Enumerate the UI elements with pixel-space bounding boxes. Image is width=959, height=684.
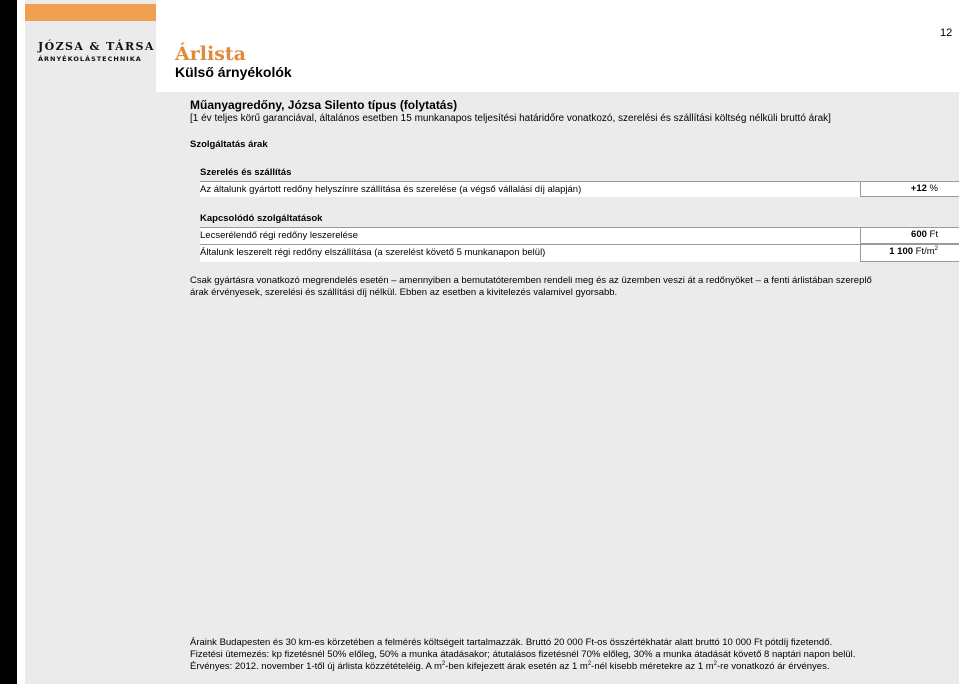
product-subtitle: [1 év teljes körű garanciával, általános esetben 15 munkanapos teljesítési határidőre vonatkozó, szerelési és szállítási költség nélküli bruttó árak] <box>190 113 831 124</box>
related-row-2-unit-sup: 2 <box>934 246 938 252</box>
product-title: Műanyagredőny, Józsa Silento típus (folytatás) <box>190 98 458 112</box>
install-row-unit: % <box>929 183 938 194</box>
footer-line-3-sup-1: 2 <box>441 661 446 667</box>
install-heading: Szerelés és szállítás <box>200 167 292 178</box>
page-number: 12 <box>940 27 953 39</box>
related-row-2-value: 1 100 <box>889 246 914 258</box>
related-row-1-label: Lecserélendő régi redőny leszerelése <box>200 230 358 241</box>
related-row-2-value-cell <box>860 244 959 262</box>
services-heading: Szolgáltatás árak <box>190 139 268 150</box>
related-row-2-label: Általunk leszerelt régi redőny elszállítása (a szerelést követő 5 munkanapon belül) <box>200 247 546 258</box>
related-row-2-unit: Ft/m <box>915 246 935 258</box>
footer-line-3-c: -nél kisebb méretekre az 1 m <box>591 661 714 673</box>
footer-line-3-a: Érvényes: 2012. november 1-től új árlista közzétételéig. A m <box>190 661 442 673</box>
install-row-value: +12 <box>910 183 927 194</box>
sidebar-column <box>25 0 156 684</box>
footer-line-3-sup-3: 2 <box>713 661 717 667</box>
footer-line-2: Fizetési ütemezés: kp fizetésnél 50% előleg, 50% a munka átadásakor; átutalásos fizetésnél 70% előleg, 30% a munka átadását követő 8 naptári napon belül. <box>190 649 856 660</box>
page-title: Árlista <box>175 43 246 65</box>
footer-line-3-b: -ben kifejezett árak esetén az 1 m <box>445 661 588 673</box>
footer-line-3-d: -re vonatkozó ár érvényes. <box>717 661 830 673</box>
footer-line-3-sup-2: 2 <box>587 661 592 667</box>
left-black-bar <box>0 0 17 684</box>
page-subtitle: Külső árnyékolók <box>175 64 292 80</box>
related-row-1-value: 600 <box>911 229 927 240</box>
install-row-label: Az általunk gyártott redőny helyszínre szállítása és szerelése (a végső vállalási díj alapján) <box>200 184 582 195</box>
related-heading: Kapcsolódó szolgáltatások <box>200 213 323 224</box>
related-row-1 <box>200 227 959 244</box>
related-row-1-unit: Ft <box>929 229 938 240</box>
footer-line-3 <box>190 661 829 672</box>
related-row-1-value-cell <box>860 227 959 244</box>
content-panel <box>156 92 959 684</box>
related-row-2 <box>200 244 959 262</box>
install-row-value-cell <box>860 181 959 197</box>
notes-line-2: árak érvényesek, szerelési és szállítási díj nélkül. Ebben az esetben a kivitelezés valamivel gyorsabb. <box>190 287 618 298</box>
brand-name: JÓZSA & TÁRSA <box>38 40 155 53</box>
footer-line-1: Áraink Budapesten és 30 km-es körzetében a felmérés költségeit tartalmazzák. Bruttó 20 000 Ft-os összértékhatár alatt bruttó 10 000 Ft pótdíj fizetendő. <box>190 637 833 648</box>
notes-line-1: Csak gyártásra vonatkozó megrendelés esetén – amennyiben a bemutatóteremben rendeli meg és az üzemben veszi át a redőnyöket – a fenti árlistában szereplő <box>190 275 872 286</box>
install-row <box>200 181 959 197</box>
sidebar-accent-bar <box>25 4 156 21</box>
brand-tagline: ÁRNYÉKOLÁSTECHNIKA <box>38 55 142 63</box>
